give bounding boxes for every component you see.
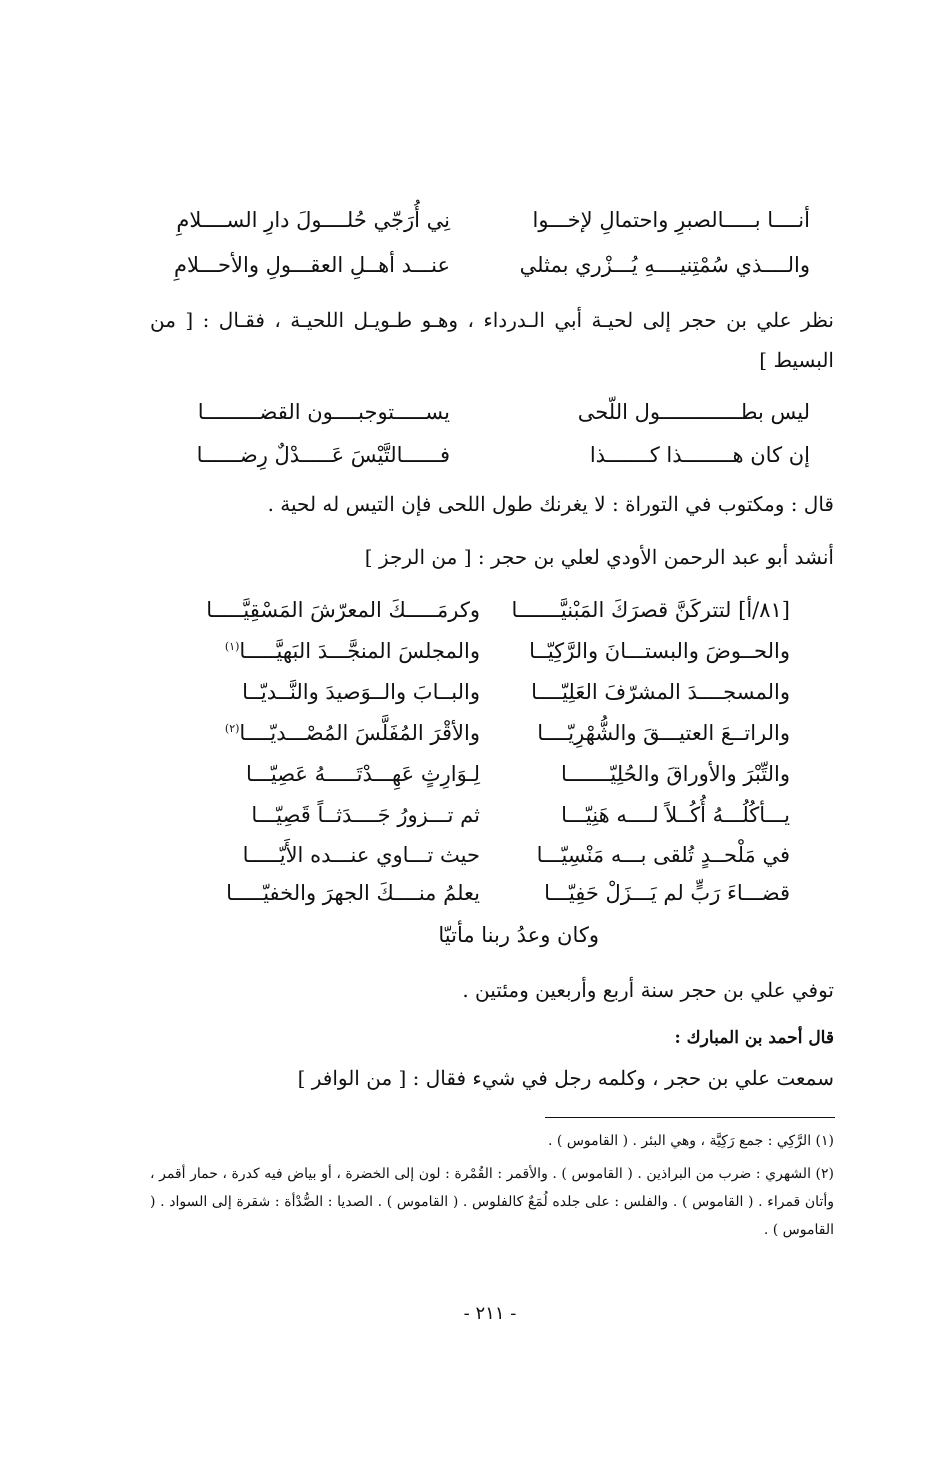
hemistich-second: يســـــتوجبــــون القضـــــــــا <box>197 400 450 424</box>
hemistich-second: ثم تـــزورُ جَــــدَثــاً قَصِيّـــا <box>251 803 480 827</box>
verse-line <box>150 205 810 235</box>
hemistich-first: [٨١/أ] لتتركَنَّ قصرَكَ المَبْنيَّـــــــا <box>511 598 790 622</box>
footnote-1: (١) الرَّكِي : جمع رَكِيَّة ، وهي البئر . ( القاموس ) . <box>548 1133 834 1149</box>
death-note: توفي علي بن حجر سنة أربع وأربعين ومئتين . <box>462 978 834 1002</box>
hemistich-second: يعلمُ منــــكَ الجهرَ والخفيّـــــا <box>226 881 480 905</box>
narrator-line: قال أحمد بن المبارك : <box>674 1028 834 1048</box>
hemistich-first: ليس بطـــــــــــــول اللّحى <box>577 400 810 424</box>
hemistich-first: والــــذي سُمْتِنيــــهِ يُـــزْري بمثلي <box>519 253 810 277</box>
verse-line <box>205 718 790 748</box>
hemistich-first: والراتــعَ العتيـــقَ والشُّهْرِيّــــا <box>537 721 790 745</box>
verse-line <box>205 878 790 908</box>
footnote-marker: (٢) <box>224 722 240 735</box>
hemistich-first: قضـــاءَ رَبٍّ لم يَـــزَلْ حَفِيّـــا <box>544 881 790 905</box>
intro-line: أنشد أبو عبد الرحمن الأودي لعلي بن حجر : [ من الرجز ] <box>364 545 834 569</box>
hemistich-second: والمجلسَ المنجَّـــدَ البَهيَّـــــا$^{(١)}$ <box>224 639 480 663</box>
hemistich-first: في مَلْحــدٍ تُلقى بـــه مَنْسِيّـــا <box>536 843 790 867</box>
verse-line <box>205 840 790 870</box>
verse-final-line: وكان وعدُ ربنا مأتيّا <box>438 923 599 947</box>
hemistich-first: والمسجــــدَ المشرّفَ العَلِيّــــا <box>531 680 790 704</box>
verse-line <box>205 595 790 625</box>
verse-line <box>205 636 790 666</box>
hemistich-second: نِي أُرَجّي حُلــــولَ دارِ الســــلامِ <box>176 208 450 232</box>
verse-line <box>150 250 810 280</box>
hemistich-second: وكرمَـــــكَ المعرّشَ المَسْقِيَّـــــا <box>206 598 480 622</box>
verse-line <box>150 397 810 427</box>
hemistich-first: والتِّبْرَ والأوراقَ والحُلِيّـــــــا <box>560 762 790 786</box>
hemistich-first: إن كان هــــــــذا كـــــــذا <box>589 443 810 467</box>
footnote-2: (٢) الشهري : ضرب من البراذين . ( القاموس ) . والأقمر : القُمْرة : لون إلى الخضرة ، أو بياض فيه كدرة ، حمار أقمر ، وأتان قمراء . ( القاموس ) . والفلس : على جلده لُمَعٌ كالفلوس . ( القاموس ) . الصديا : الصُّدْأة : شقرة إلى السواد . ( القاموس ) . <box>150 1166 834 1238</box>
hemistich-first: يـــأكُلُـــهُ أُكُــلاً لــــه هَنِيّـــا <box>561 803 790 827</box>
quote-line: قال : ومكتوب في التوراة : لا يغرنك طول اللحى فإن التيس له لحية . <box>267 492 834 516</box>
hemistich-second: فــــــالتَّيْسَ عَـــــدْلٌ رِضــــــا <box>196 443 450 467</box>
verse-line <box>150 440 810 470</box>
verse-line <box>205 759 790 789</box>
folio-marker: [٨١/أ] <box>738 598 790 622</box>
hemistich-first: أنــــا بـــــالصبرِ واحتمالِ لإخـــوا <box>532 208 810 232</box>
hemistich-second: حيث تـــاوي عنـــده الأَيّـــــا <box>242 843 480 867</box>
page-number: - ٢١١ - <box>463 1303 517 1324</box>
hemistich-second: والبــابَ والــوَصيدَ والنَّــديّــا <box>242 680 480 704</box>
verse-line <box>205 677 790 707</box>
hemistich-second: والأقْرَ المُفَلَّسَ المُصْـــديّــــا$^{(٢)}$ <box>224 721 480 745</box>
intro-line: سمعت علي بن حجر ، وكلمه رجل في شيء فقال : [ من الوافر ] <box>297 1066 834 1090</box>
hemistich-second: عنـــد أهــلِ العقـــولِ والأحـــلامِ <box>174 253 450 277</box>
footnote-marker: (١) <box>224 640 240 653</box>
hemistich-second: لِـوَارِثٍ عَهِـــدْتَـــــهُ عَصِيّـــا <box>246 762 480 786</box>
hemistich-first: والحــوضَ والبستـــانَ والرَّكِيّــا <box>529 639 790 663</box>
verse-line <box>205 800 790 830</box>
intro-paragraph: نظر علي بن حجر إلى لحيـة أبي الـدرداء ، وهـو طـويـل اللحيـة ، فقـال : [ من البسيط ] <box>150 308 834 372</box>
footnote-separator <box>545 1117 835 1118</box>
